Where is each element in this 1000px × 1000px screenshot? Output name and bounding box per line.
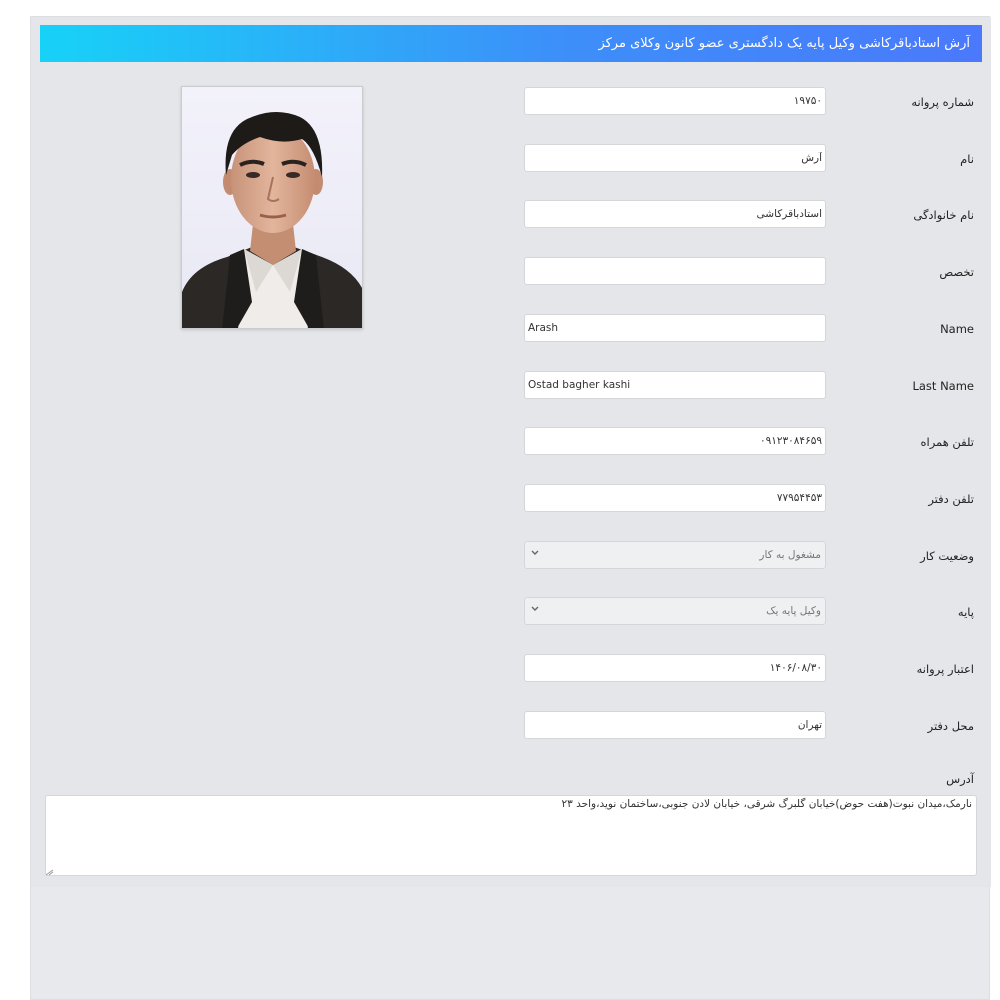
work-status-selected-value: مشغول به کار (759, 549, 821, 561)
name-en-input[interactable] (524, 314, 826, 342)
grade-selected-value: وکیل پایه یک (766, 605, 821, 617)
field-label-specialty: تخصص (939, 265, 974, 279)
field-label-license-number: شماره پروانه (911, 95, 974, 109)
last-name-en-input[interactable] (524, 371, 826, 399)
lawyer-photo (181, 86, 363, 329)
field-label-license-validity: اعتبار پروانه (916, 662, 974, 676)
office-location-input[interactable] (524, 711, 826, 739)
resize-grip-icon[interactable] (45, 869, 54, 876)
field-label-office-location: محل دفتر (927, 719, 974, 733)
field-label-work-status: وضعیت کار (920, 549, 974, 563)
address-label: آدرس (946, 772, 974, 786)
field-label-office-phone: تلفن دفتر (928, 492, 974, 506)
page-title: آرش استادباقرکاشی وکیل پایه یک دادگستری عضو کانون وکلای مرکز (40, 25, 982, 62)
field-label-mobile: تلفن همراه (920, 435, 974, 449)
profile-panel (30, 16, 990, 1000)
first-name-input[interactable] (524, 144, 826, 172)
field-label-name-en: Name (940, 322, 974, 336)
grade-select[interactable] (524, 597, 826, 625)
profile-form (31, 17, 991, 887)
work-status-select[interactable] (524, 541, 826, 569)
chevron-down-icon (529, 546, 541, 560)
mobile-input[interactable] (524, 427, 826, 455)
field-label-first-name: نام (960, 152, 974, 166)
field-label-grade: پایه (957, 605, 974, 619)
license-validity-input[interactable] (524, 654, 826, 682)
last-name-input[interactable] (524, 200, 826, 228)
address-textarea[interactable] (45, 795, 977, 876)
specialty-input[interactable] (524, 257, 826, 285)
license-number-input[interactable] (524, 87, 826, 115)
chevron-down-icon (529, 602, 541, 616)
office-phone-input[interactable] (524, 484, 826, 512)
field-label-last-name: نام خانوادگی (913, 208, 974, 222)
field-label-last-name-en: Last Name (912, 379, 974, 393)
portrait-image (182, 87, 363, 329)
